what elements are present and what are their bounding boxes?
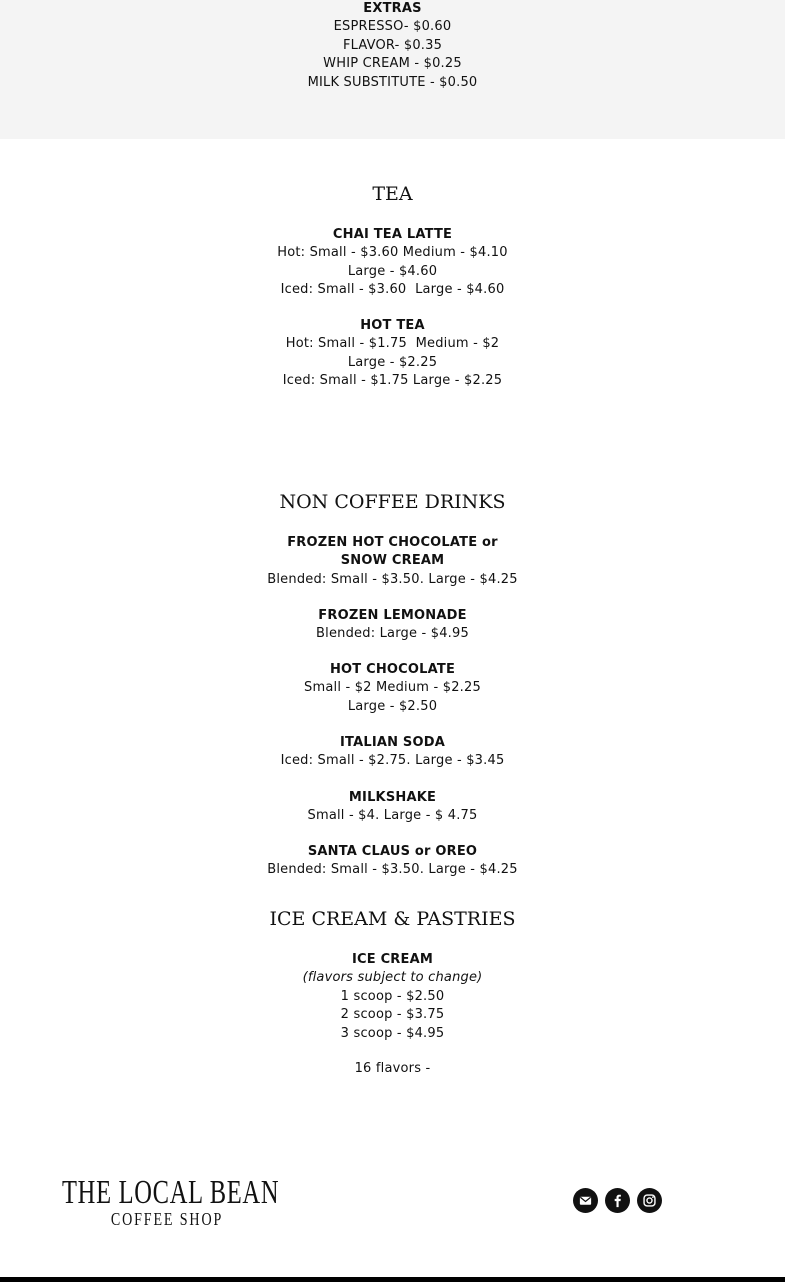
social-links [573, 1188, 662, 1213]
menu-item-price: Hot: Small - $1.75 Medium - $2 [285, 336, 500, 352]
flavors-count: 16 flavors - [354, 1061, 431, 1076]
menu-item-name: HOT TEA [360, 318, 425, 333]
page-bottom-border [0, 1277, 785, 1282]
menu-item-price: Blended: Small - $3.50. Large - $4.25 [267, 862, 518, 878]
menu-item-price: Small - $2 Medium - $2.25 [304, 680, 481, 696]
non-coffee-heading: NON COFFEE DRINKS [279, 491, 506, 513]
extras-title: EXTRAS [363, 1, 422, 16]
extras-line: FLAVOR- $0.35 [342, 37, 443, 53]
menu-item-name: HOT CHOCOLATE [329, 662, 456, 677]
menu-item-italian-soda [0, 734, 785, 771]
footer-logo[interactable] [62, 1174, 280, 1229]
menu-item-hot-chocolate [0, 661, 785, 716]
menu-item-price: Large - $4.60 [347, 263, 438, 279]
extras-line: MILK SUBSTITUTE - $0.50 [307, 74, 478, 90]
menu-item-milkshake [0, 789, 785, 826]
menu-item-hot-tea [0, 317, 785, 391]
ice-cream-flavors [0, 1060, 785, 1078]
menu-item-price: Iced: Small - $3.60 Large - $4.60 [280, 282, 505, 298]
menu-item-frozen-hot-chocolate [0, 534, 785, 589]
menu-item-chai-tea-latte [0, 226, 785, 300]
ice-cream-heading: ICE CREAM & PASTRIES [269, 908, 516, 930]
menu-item-price: Large - $2.25 [347, 354, 438, 370]
menu-item-note: (flavors subject to change) [302, 970, 483, 986]
menu-item-name: SNOW CREAM [340, 553, 445, 569]
menu-item-name: FROZEN HOT CHOCOLATE or [287, 535, 498, 550]
menu-item-price: Blended: Large - $4.95 [316, 626, 469, 642]
extras-block [0, 0, 785, 92]
menu-item-name: SANTA CLAUS or OREO [307, 844, 478, 859]
instagram-icon[interactable] [637, 1188, 662, 1213]
menu-item-price: Large - $2.50 [347, 698, 438, 714]
menu-item-price: Iced: Small - $1.75 Large - $2.25 [282, 373, 503, 389]
menu-item-price: 1 scoop - $2.50 [340, 988, 445, 1004]
menu-item-price: Hot: Small - $3.60 Medium - $4.10 [277, 245, 508, 261]
logo-subtitle: COFFEE SHOP [110, 1209, 224, 1229]
extras-line: WHIP CREAM - $0.25 [323, 56, 462, 72]
menu-item-frozen-lemonade [0, 607, 785, 644]
menu-item-price: Iced: Small - $2.75. Large - $3.45 [280, 753, 505, 769]
menu-item-name: MILKSHAKE [348, 790, 437, 805]
menu-item-name: ITALIAN SODA [339, 735, 445, 750]
facebook-icon[interactable] [605, 1188, 630, 1213]
tea-heading: TEA [372, 183, 413, 205]
logo-title: THE LOCAL BEAN [62, 1174, 280, 1211]
menu-item-santa-claus-oreo [0, 843, 785, 880]
email-icon[interactable] [573, 1188, 598, 1213]
menu-item-price: 2 scoop - $3.75 [340, 1007, 445, 1023]
menu-item-name: FROZEN LEMONADE [318, 608, 467, 623]
menu-item-ice-cream [0, 951, 785, 1043]
menu-item-price: Blended: Small - $3.50. Large - $4.25 [267, 571, 518, 587]
menu-item-price: 3 scoop - $4.95 [340, 1025, 445, 1041]
extras-line: ESPRESSO- $0.60 [333, 19, 452, 35]
menu-item-price: Small - $4. Large - $ 4.75 [307, 808, 478, 824]
menu-item-name: CHAI TEA LATTE [332, 227, 453, 242]
menu-item-name: ICE CREAM [351, 952, 433, 967]
